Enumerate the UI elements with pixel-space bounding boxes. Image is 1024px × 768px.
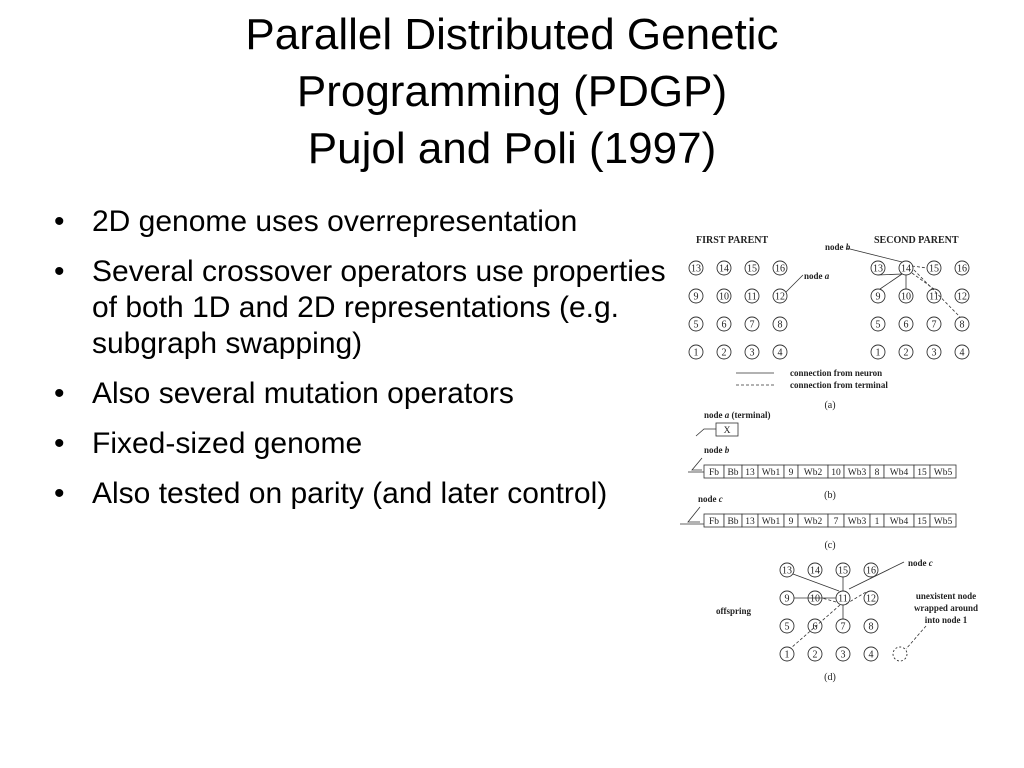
grid-node xyxy=(899,289,913,303)
second-parent-connections xyxy=(846,248,960,317)
unexistent-line-1: unexistent node xyxy=(915,591,977,601)
bullet-item: • 2D genome uses overrepresentation xyxy=(52,204,672,240)
svg-text:3: 3 xyxy=(840,649,846,661)
svg-text:11: 11 xyxy=(838,593,848,605)
grid-node xyxy=(899,261,913,275)
grid-node xyxy=(780,647,794,661)
svg-text:Wb2: Wb2 xyxy=(803,468,823,478)
grid-node xyxy=(689,317,703,331)
grid-node xyxy=(717,261,731,275)
svg-text:Wb3: Wb3 xyxy=(847,468,867,478)
grid-node xyxy=(717,289,731,303)
title-line-2: Programming (PDGP) xyxy=(296,67,728,116)
grid-node xyxy=(773,261,787,275)
genome-cell xyxy=(930,514,956,527)
svg-text:7: 7 xyxy=(749,319,755,331)
grid-node xyxy=(808,647,822,661)
genome-cell xyxy=(884,465,914,478)
svg-text:1: 1 xyxy=(874,517,880,527)
svg-text:14: 14 xyxy=(901,263,911,275)
grid-node xyxy=(871,317,885,331)
svg-text:1: 1 xyxy=(693,347,699,359)
svg-text:15: 15 xyxy=(747,263,757,275)
offspring-label: offspring xyxy=(716,606,752,616)
grid-node xyxy=(864,563,878,577)
genome-cell xyxy=(914,514,930,527)
offspring-grid xyxy=(780,563,878,661)
genome-cell xyxy=(704,514,724,527)
grid-node xyxy=(927,261,941,275)
svg-text:16: 16 xyxy=(866,565,876,577)
grid-node xyxy=(927,345,941,359)
svg-text:Wb5: Wb5 xyxy=(933,517,953,527)
bullet-item: • Several crossover operators use properties of both 1D and 2D representations (e.g. subgraph swapping) xyxy=(52,254,672,362)
svg-text:13: 13 xyxy=(691,263,701,275)
genome-cell xyxy=(870,514,884,527)
genome-cell xyxy=(724,465,742,478)
svg-text:11: 11 xyxy=(929,291,939,303)
bullet-item: • Also several mutation operators xyxy=(52,376,672,412)
caption-c: (c) xyxy=(824,540,836,551)
grid-node xyxy=(717,345,731,359)
genome-cell xyxy=(742,514,758,527)
grid-node xyxy=(745,261,759,275)
grid-node xyxy=(864,591,878,605)
unexistent-node xyxy=(893,647,907,661)
genome-c-pointer xyxy=(688,507,700,522)
node-c-label: node c xyxy=(908,558,933,568)
genome-cell xyxy=(828,514,844,527)
terminal-pointer xyxy=(696,429,716,436)
svg-text:5: 5 xyxy=(875,319,881,331)
genome-cell xyxy=(742,465,758,478)
genome-cell xyxy=(724,514,742,527)
genome-cell xyxy=(870,465,884,478)
svg-text:3: 3 xyxy=(931,347,937,359)
svg-text:Wb4: Wb4 xyxy=(889,468,909,478)
svg-text:9: 9 xyxy=(784,593,790,605)
svg-text:13: 13 xyxy=(745,468,755,478)
genome-c xyxy=(704,514,956,527)
genome-b-pointer xyxy=(692,458,702,470)
svg-text:4: 4 xyxy=(868,649,874,661)
node-a-terminal-label: node a (terminal) xyxy=(704,410,771,420)
svg-text:15: 15 xyxy=(917,468,927,478)
bullet-item: • Fixed-sized genome xyxy=(52,426,672,462)
svg-text:14: 14 xyxy=(810,565,820,577)
grid-node xyxy=(780,591,794,605)
svg-text:12: 12 xyxy=(775,291,785,303)
grid-node xyxy=(773,345,787,359)
svg-text:16: 16 xyxy=(775,263,785,275)
svg-text:2: 2 xyxy=(721,347,727,359)
grid-node xyxy=(745,345,759,359)
node-a-label: node a xyxy=(804,271,830,281)
title-line-3: Pujol and Poli (1997) xyxy=(307,124,717,173)
svg-text:5: 5 xyxy=(693,319,699,331)
svg-text:4: 4 xyxy=(959,347,965,359)
grid-node xyxy=(899,317,913,331)
grid-node xyxy=(955,317,969,331)
grid-node xyxy=(745,317,759,331)
caption-d: (d) xyxy=(824,672,836,683)
grid-node xyxy=(836,619,850,633)
grid-node xyxy=(955,261,969,275)
grid-node xyxy=(927,317,941,331)
svg-text:9: 9 xyxy=(788,468,794,478)
genome-cell xyxy=(884,514,914,527)
genome-cell xyxy=(844,514,870,527)
terminal-symbol: X xyxy=(723,426,731,436)
svg-text:Wb1: Wb1 xyxy=(761,517,781,527)
first-parent-grid xyxy=(689,261,787,359)
grid-node xyxy=(864,619,878,633)
svg-text:13: 13 xyxy=(745,517,755,527)
genome-cell xyxy=(784,514,798,527)
genome-cell xyxy=(758,465,784,478)
caption-a: (a) xyxy=(824,400,836,411)
svg-text:8: 8 xyxy=(777,319,783,331)
svg-text:2: 2 xyxy=(812,649,818,661)
grid-node xyxy=(836,647,850,661)
grid-node xyxy=(717,317,731,331)
svg-text:Fb: Fb xyxy=(708,468,720,478)
pdgp-crossover-figure xyxy=(676,222,986,692)
slide-title xyxy=(0,6,1024,177)
svg-text:11: 11 xyxy=(747,291,757,303)
grid-node xyxy=(773,317,787,331)
svg-text:Wb1: Wb1 xyxy=(761,468,781,478)
svg-text:Wb2: Wb2 xyxy=(803,517,823,527)
bullet-list xyxy=(52,204,672,526)
grid-node xyxy=(808,619,822,633)
svg-text:4: 4 xyxy=(777,347,783,359)
svg-text:10: 10 xyxy=(831,468,841,478)
grid-node xyxy=(871,289,885,303)
grid-node xyxy=(745,289,759,303)
grid-node xyxy=(773,289,787,303)
node-b-genome-label: node b xyxy=(704,445,730,455)
grid-node xyxy=(899,345,913,359)
grid-node xyxy=(864,647,878,661)
grid-node xyxy=(871,261,885,275)
grid-node xyxy=(808,563,822,577)
svg-text:7: 7 xyxy=(840,621,846,633)
svg-text:12: 12 xyxy=(866,593,876,605)
second-parent-grid xyxy=(871,261,969,359)
grid-node xyxy=(780,563,794,577)
svg-text:10: 10 xyxy=(810,593,820,605)
grid-node xyxy=(871,345,885,359)
node-a-pointer xyxy=(786,275,803,292)
svg-text:Bb: Bb xyxy=(727,517,739,527)
svg-text:7: 7 xyxy=(833,517,839,527)
genome-cell xyxy=(758,514,784,527)
grid-node xyxy=(836,563,850,577)
legend-terminal-text: connection from terminal xyxy=(790,380,888,390)
legend-neuron-text: connection from neuron xyxy=(790,368,883,378)
genome-cell xyxy=(704,465,724,478)
second-parent-label: SECOND PARENT xyxy=(874,235,959,246)
svg-text:12: 12 xyxy=(957,291,967,303)
svg-text:5: 5 xyxy=(784,621,790,633)
svg-text:6: 6 xyxy=(812,621,818,633)
grid-node xyxy=(689,261,703,275)
svg-text:6: 6 xyxy=(721,319,727,331)
svg-text:Wb5: Wb5 xyxy=(933,468,953,478)
svg-text:2: 2 xyxy=(903,347,909,359)
svg-text:Wb3: Wb3 xyxy=(847,517,867,527)
svg-text:8: 8 xyxy=(874,468,880,478)
svg-text:13: 13 xyxy=(782,565,792,577)
svg-text:10: 10 xyxy=(719,291,729,303)
bullet-item: • Also tested on parity (and later control) xyxy=(52,476,672,512)
svg-text:8: 8 xyxy=(868,621,874,633)
svg-text:3: 3 xyxy=(749,347,755,359)
node-c-genome-label: node c xyxy=(698,494,723,504)
svg-text:7: 7 xyxy=(931,319,937,331)
first-parent-label: FIRST PARENT xyxy=(696,235,769,246)
grid-node xyxy=(689,289,703,303)
svg-text:13: 13 xyxy=(873,263,883,275)
genome-cell xyxy=(798,514,828,527)
svg-text:6: 6 xyxy=(903,319,909,331)
svg-text:8: 8 xyxy=(959,319,965,331)
unexistent-line-3: into node 1 xyxy=(924,615,968,625)
grid-node xyxy=(955,345,969,359)
genome-cell xyxy=(930,465,956,478)
node-b-label: node b xyxy=(825,242,851,252)
genome-cell xyxy=(914,465,930,478)
svg-text:Fb: Fb xyxy=(708,517,720,527)
unexistent-line-2: wrapped around xyxy=(913,603,979,613)
svg-text:15: 15 xyxy=(838,565,848,577)
svg-text:Bb: Bb xyxy=(727,468,739,478)
svg-text:14: 14 xyxy=(719,263,729,275)
svg-text:16: 16 xyxy=(957,263,967,275)
genome-cell xyxy=(828,465,844,478)
svg-text:1: 1 xyxy=(875,347,881,359)
title-line-1: Parallel Distributed Genetic xyxy=(245,10,779,59)
grid-node xyxy=(955,289,969,303)
svg-text:1: 1 xyxy=(784,649,790,661)
caption-b: (b) xyxy=(824,490,836,501)
genome-cell xyxy=(784,465,798,478)
figure-svg xyxy=(676,222,986,692)
svg-text:Wb4: Wb4 xyxy=(889,517,909,527)
svg-text:9: 9 xyxy=(693,291,699,303)
svg-text:15: 15 xyxy=(917,517,927,527)
genome-cell xyxy=(844,465,870,478)
genome-b xyxy=(704,465,956,478)
svg-text:10: 10 xyxy=(901,291,911,303)
grid-node xyxy=(689,345,703,359)
grid-node xyxy=(780,619,794,633)
genome-cell xyxy=(798,465,828,478)
svg-text:9: 9 xyxy=(788,517,794,527)
svg-text:15: 15 xyxy=(929,263,939,275)
svg-text:9: 9 xyxy=(875,291,881,303)
